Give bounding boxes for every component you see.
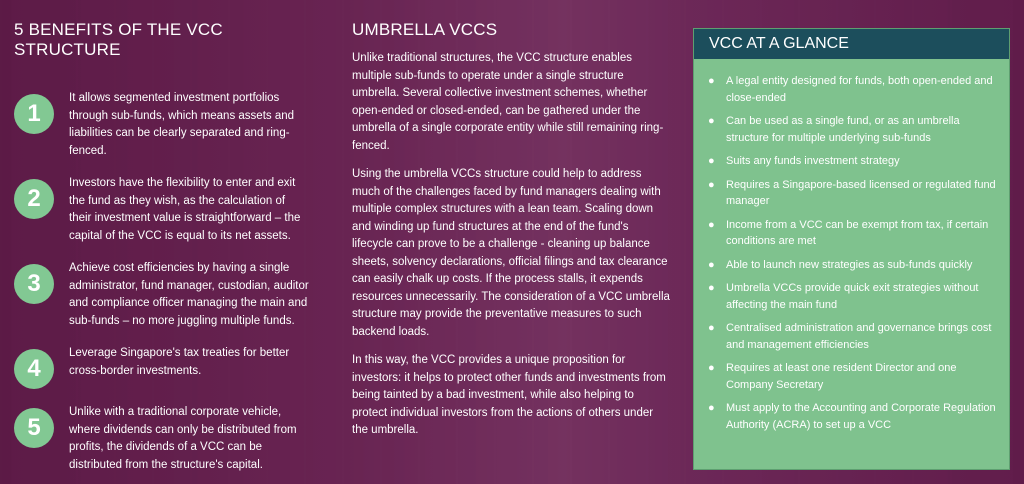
benefit-text: It allows segmented investment portfolios through sub-funds, which means assets and liabilities can be clearly separated and ring-fenced. [69,92,295,157]
number-badge: 2 [14,179,54,219]
glance-item-text: Able to launch new strategies as sub-funds quickly [726,258,973,271]
benefit-text: Leverage Singapore's tax treaties for better cross-border investments. [69,347,290,377]
number-badge: 1 [14,94,54,134]
bullet-icon: ● [708,402,715,414]
glance-item [708,400,999,433]
bullet-icon: ● [708,155,715,167]
glance-item-text: Can be used as a single fund, or as an umbrella structure for multiple underlying sub-funds [726,115,960,144]
benefit-item [14,404,314,474]
benefits-section [14,20,314,484]
glance-heading: VCC AT A GLANCE [694,29,1009,59]
benefit-item [14,90,314,160]
glance-item-text: Requires a Singapore-based licensed or regulated fund manager [726,178,996,207]
glance-item [708,177,999,210]
benefit-text: Investors have the flexibility to enter and exit the fund as they wish, as the calculation of their investment value is straightforward – the capital of the VCC is equal to its net assets. [69,177,301,242]
glance-item [708,280,999,313]
benefit-text: Unlike with a traditional corporate vehicle, where dividends can only be distributed from profits, the dividends of a VCC can be distributed from the structure's capital. [69,406,297,471]
glance-item [708,73,999,106]
bullet-icon: ● [708,362,715,374]
number-badge: 4 [14,349,54,389]
glance-list [694,59,1009,433]
benefits-heading: 5 BENEFITS OF THE VCC STRUCTURE [14,20,223,59]
umbrella-section [352,20,672,451]
number-badge: 5 [14,408,54,448]
glance-item [708,320,999,353]
glance-item-text: Umbrella VCCs provide quick exit strategies without affecting the main fund [726,282,979,311]
glance-item [708,360,999,393]
umbrella-paragraph: Using the umbrella VCCs structure could help to address much of the challenges faced by fund managers dealing with multiple complex structures with a lean team. Scaling down and winding up fund structures at the end of the fund's lifecycle can prove to be a challenge - cleaning up balance sheets, solvency declarations, official filings and tax clearance can easily chalk up costs. If the process stalls, it expends resources unnecessarily. The consideration of a VCC umbrella structure may provide the preventative measures to such backend loads. [352,168,670,338]
bullet-icon: ● [708,75,715,87]
bullet-icon: ● [708,115,715,127]
umbrella-paragraph: In this way, the VCC provides a unique proposition for investors: it helps to protect other funds and investments from being tainted by a bad investment, while also helping to protect individual investors from the actions of others under the umbrella. [352,354,666,436]
number-badge: 3 [14,264,54,304]
umbrella-paragraph: Unlike traditional structures, the VCC structure enables multiple sub-funds to operate under a single structure umbrella. Several collective investment schemes, whether open-ended or closed-ended, can be gathered under the umbrella of a single corporate entity while still remaining ring-fenced. [352,52,664,152]
benefits-list [14,90,314,474]
glance-item [708,113,999,146]
glance-item-text: Must apply to the Accounting and Corporate Regulation Authority (ACRA) to set up a VCC [726,402,996,431]
glance-item-text: Centralised administration and governance brings cost and management efficiencies [726,322,992,351]
glance-item [708,153,999,170]
benefit-text: Achieve cost efficiencies by having a single administrator, fund manager, custodian, auditor and compliance officer managing the main and sub-funds – no more juggling multiple funds. [69,262,309,327]
glance-item-text: Requires at least one resident Director and one Company Secretary [726,362,957,391]
bullet-icon: ● [708,258,715,271]
bullet-icon: ● [708,218,715,231]
benefit-item [14,345,314,389]
umbrella-heading: UMBRELLA VCCS [352,20,498,39]
glance-item [708,217,999,250]
glance-panel [693,28,1010,470]
benefit-item [14,175,314,245]
glance-item-text: Income from a VCC can be exempt from tax, if certain conditions are met [726,218,989,247]
glance-item [708,257,999,274]
bullet-icon: ● [708,322,715,334]
glance-item-text: Suits any funds investment strategy [726,155,900,167]
benefit-item [14,260,314,330]
bullet-icon: ● [708,282,715,294]
glance-item-text: A legal entity designed for funds, both open-ended and close-ended [726,75,993,104]
bullet-icon: ● [708,178,715,191]
